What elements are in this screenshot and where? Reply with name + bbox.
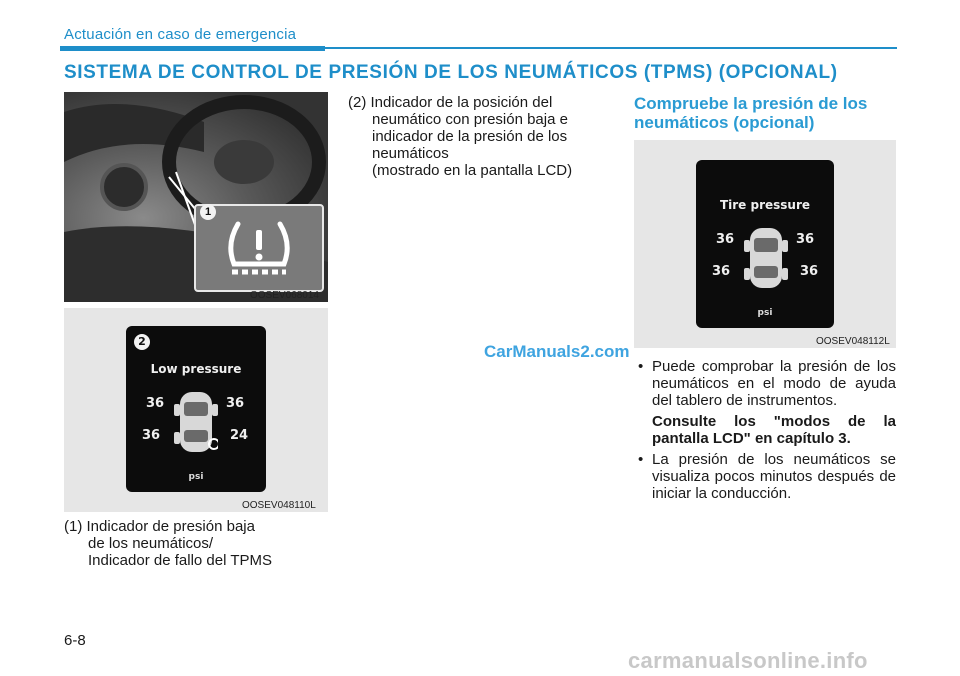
caption-1-line-2: de los neumáticos/ — [88, 535, 214, 552]
figure-low-pressure-lcd — [64, 308, 328, 512]
caption-1-line-3: Indicador de fallo del TPMS — [88, 552, 272, 569]
caption-1 — [64, 518, 330, 569]
site-watermark: CarManuals2.com — [484, 342, 630, 361]
lcd-unit: psi — [757, 308, 773, 318]
figure-code-2: OOSEV048110L — [242, 500, 316, 511]
lcd-screen — [696, 160, 834, 328]
caption-2-line-2: neumático con presión baja e — [372, 111, 568, 128]
header-rule — [325, 47, 897, 49]
caption-2-line-4: neumáticos — [372, 145, 449, 162]
callout-badge-1: 1 — [200, 204, 216, 220]
caption-1-line-1: Indicador de presión baja — [86, 518, 255, 535]
subsection-title: Compruebe la presión de los neumáticos (opcional) — [634, 94, 868, 132]
caption-2-line-1: Indicador de la posición del — [370, 94, 553, 111]
bullet-1-text: Puede comprobar la presión de los neumáticos en el modo de ayuda del tablero de instrumentos. — [652, 358, 896, 409]
bullet-2-text: La presión de los neumáticos se visualiza pocos minutos después de iniciar la conducción. — [652, 451, 896, 502]
lcd-title: Low pressure — [150, 362, 242, 376]
lcd-unit: psi — [188, 472, 204, 482]
lcd-title: Tire pressure — [719, 198, 811, 212]
tire-front-right-value: 36 — [796, 232, 815, 247]
car-top-view-icon — [744, 224, 788, 296]
tire-front-left-value: 36 — [146, 396, 165, 411]
footer-watermark: carmanualsonline.info — [628, 648, 868, 673]
bullet-list — [634, 358, 896, 506]
tire-front-left-value: 36 — [716, 232, 735, 247]
header-accent-bar — [60, 46, 325, 51]
figure-code-3: OOSEV048112L — [816, 336, 890, 347]
figure-tire-pressure-lcd — [634, 140, 896, 348]
car-top-view-icon — [174, 388, 218, 460]
tire-rear-left-value: 36 — [142, 428, 161, 443]
tpms-warning-icon — [196, 206, 322, 290]
bullet-item-2 — [634, 451, 896, 502]
bullet-1-reference: Consulte los "modos de la pantalla LCD" en capítulo 3. — [652, 413, 896, 447]
caption-2-line-3: indicador de la presión de los — [372, 128, 568, 145]
callout-badge-2: 2 — [134, 334, 150, 350]
figure-dashboard-photo — [64, 92, 328, 302]
caption-2-number: (2) — [348, 94, 367, 111]
tire-rear-right-value: 36 — [800, 264, 819, 279]
page-number: 6-8 — [64, 632, 86, 649]
caption-1-number: (1) — [64, 518, 83, 535]
tire-front-right-value: 36 — [226, 396, 245, 411]
lcd-screen — [126, 326, 266, 492]
tire-rear-left-value: 36 — [712, 264, 731, 279]
caption-2-line-5: (mostrado en la pantalla LCD) — [372, 162, 573, 179]
section-title: SISTEMA DE CONTROL DE PRESIÓN DE LOS NEUMÁTICOS (TPMS) (OPCIONAL) — [64, 62, 838, 83]
bullet-item-1 — [634, 358, 896, 447]
figure-code-1: OOSEV068014 — [250, 290, 319, 301]
caption-2 — [348, 94, 618, 179]
chapter-title: Actuación en caso de emergencia — [64, 26, 297, 43]
tire-rear-right-value: 24 — [230, 428, 249, 443]
